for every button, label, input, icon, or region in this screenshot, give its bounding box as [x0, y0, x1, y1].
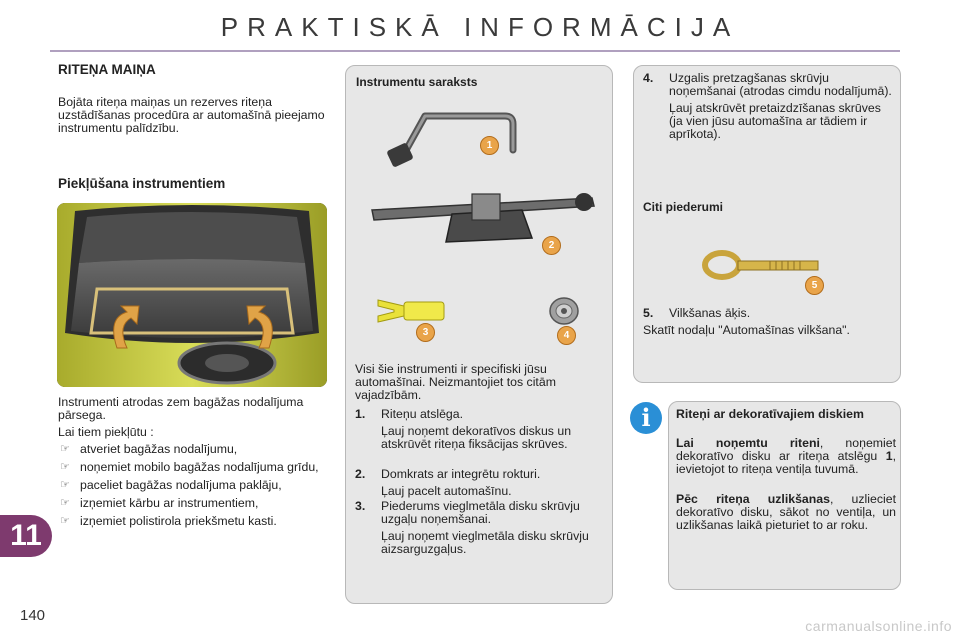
list-item: ☞ paceliet bagāžas nodalījuma paklāju,	[60, 478, 282, 492]
tool-item-3: 3. Piederums vieglmetāla disku skrūvju uzgaļu noņemšanai. Ļauj noņemt vieglmetāla disku skrūvju aizsarguzgaļus.	[355, 499, 589, 556]
tools-panel-title: Instrumentu saraksts	[356, 75, 478, 89]
access-steps	[58, 443, 326, 533]
trunk-illustration	[57, 203, 327, 387]
callout-3: 3	[416, 323, 435, 342]
access-lead: Lai tiem piekļūtu :	[58, 425, 154, 439]
wheel-wrench-image	[375, 102, 535, 172]
hand-pointer-icon: ☞	[60, 461, 70, 473]
list-item: ☞ izņemiet polistirola priekšmetu kasti.	[60, 514, 277, 528]
hand-pointer-icon: ☞	[60, 497, 70, 509]
list-item: ☞ izņemiet kārbu ar instrumentiem,	[60, 496, 259, 510]
page-header-title: PRAKTISKĀ INFORMĀCIJA	[220, 12, 740, 42]
callout-1: 1	[480, 136, 499, 155]
access-title: Piekļūšana instrumentiem	[58, 176, 226, 191]
jack-image	[362, 180, 602, 250]
callout-5: 5	[805, 276, 824, 295]
callout-2: 2	[542, 236, 561, 255]
tools-note: Visi šie instrumenti ir specifiski jūsu automašīnai. Neizmantojiet tos citām vajadzībām.	[355, 362, 556, 402]
tool-item-1: 1. Riteņu atslēga. Ļauj noņemt dekoratīvos diskus un atskrūvēt riteņa fiksācijas skrūves.	[355, 407, 572, 451]
towing-reference: Skatīt nodaļu "Automašīnas vilkšana".	[643, 323, 850, 337]
callout-4: 4	[557, 326, 576, 345]
info-title: Riteņi ar dekoratīvajiem diskiem	[676, 407, 864, 421]
list-item: ☞ atveriet bagāžas nodalījumu,	[60, 442, 238, 456]
tool-item-2: 2. Domkrats ar integrētu rokturi. Ļauj pacelt automašīnu.	[355, 467, 541, 498]
tools-location-text: Instrumenti atrodas zem bagāžas nodalījuma pārsega.	[58, 395, 304, 422]
hand-pointer-icon: ☞	[60, 515, 70, 527]
hand-pointer-icon: ☞	[60, 479, 70, 491]
chapter-tab: 11	[0, 515, 52, 557]
page-number: 140	[20, 607, 46, 624]
header-divider	[50, 50, 900, 52]
trunk-photo	[57, 203, 327, 387]
hand-pointer-icon: ☞	[60, 443, 70, 455]
accessories-title: Citi piederumi	[643, 200, 724, 214]
info-paragraph-1: Lai noņemtu riteni, noņemiet dekoratīvo disku ar riteņa atslēgu 1, ievietojot to riteņa ventiļa tuvumā.	[676, 436, 897, 476]
tool-item-5: 5. Vilkšanas āķis.	[643, 306, 751, 320]
intro-text: Bojāta riteņa maiņas un rezerves riteņa uzstādīšanas procedūra ar automašīnā pieejamo instrumentu palīdzību.	[58, 95, 325, 135]
anti-theft-socket-image	[545, 294, 583, 328]
info-icon: i	[630, 402, 662, 434]
hubcap-puller-image	[376, 296, 448, 326]
info-paragraph-2: Pēc riteņa uzlikšanas, uzlieciet dekoratīvo disku, sākot no ventiļa, un uzlikšanas laikā pieturiet to ar roku.	[676, 492, 896, 532]
section-title: RITEŅA MAIŅA	[58, 62, 156, 77]
tool-item-4: 4. Uzgalis pretzagšanas skrūvju noņemšanai (atrodas cimdu nodalījumā). Ļauj atskrūvēt pretaizdzīšanas skrūves (ja vien jūsu automašīna ar tādiem ir aprīkota).	[643, 71, 892, 141]
watermark: carmanualsonline.info	[805, 618, 952, 634]
list-item: ☞ noņemiet mobilo bagāžas nodalījuma grīdu,	[60, 460, 319, 474]
